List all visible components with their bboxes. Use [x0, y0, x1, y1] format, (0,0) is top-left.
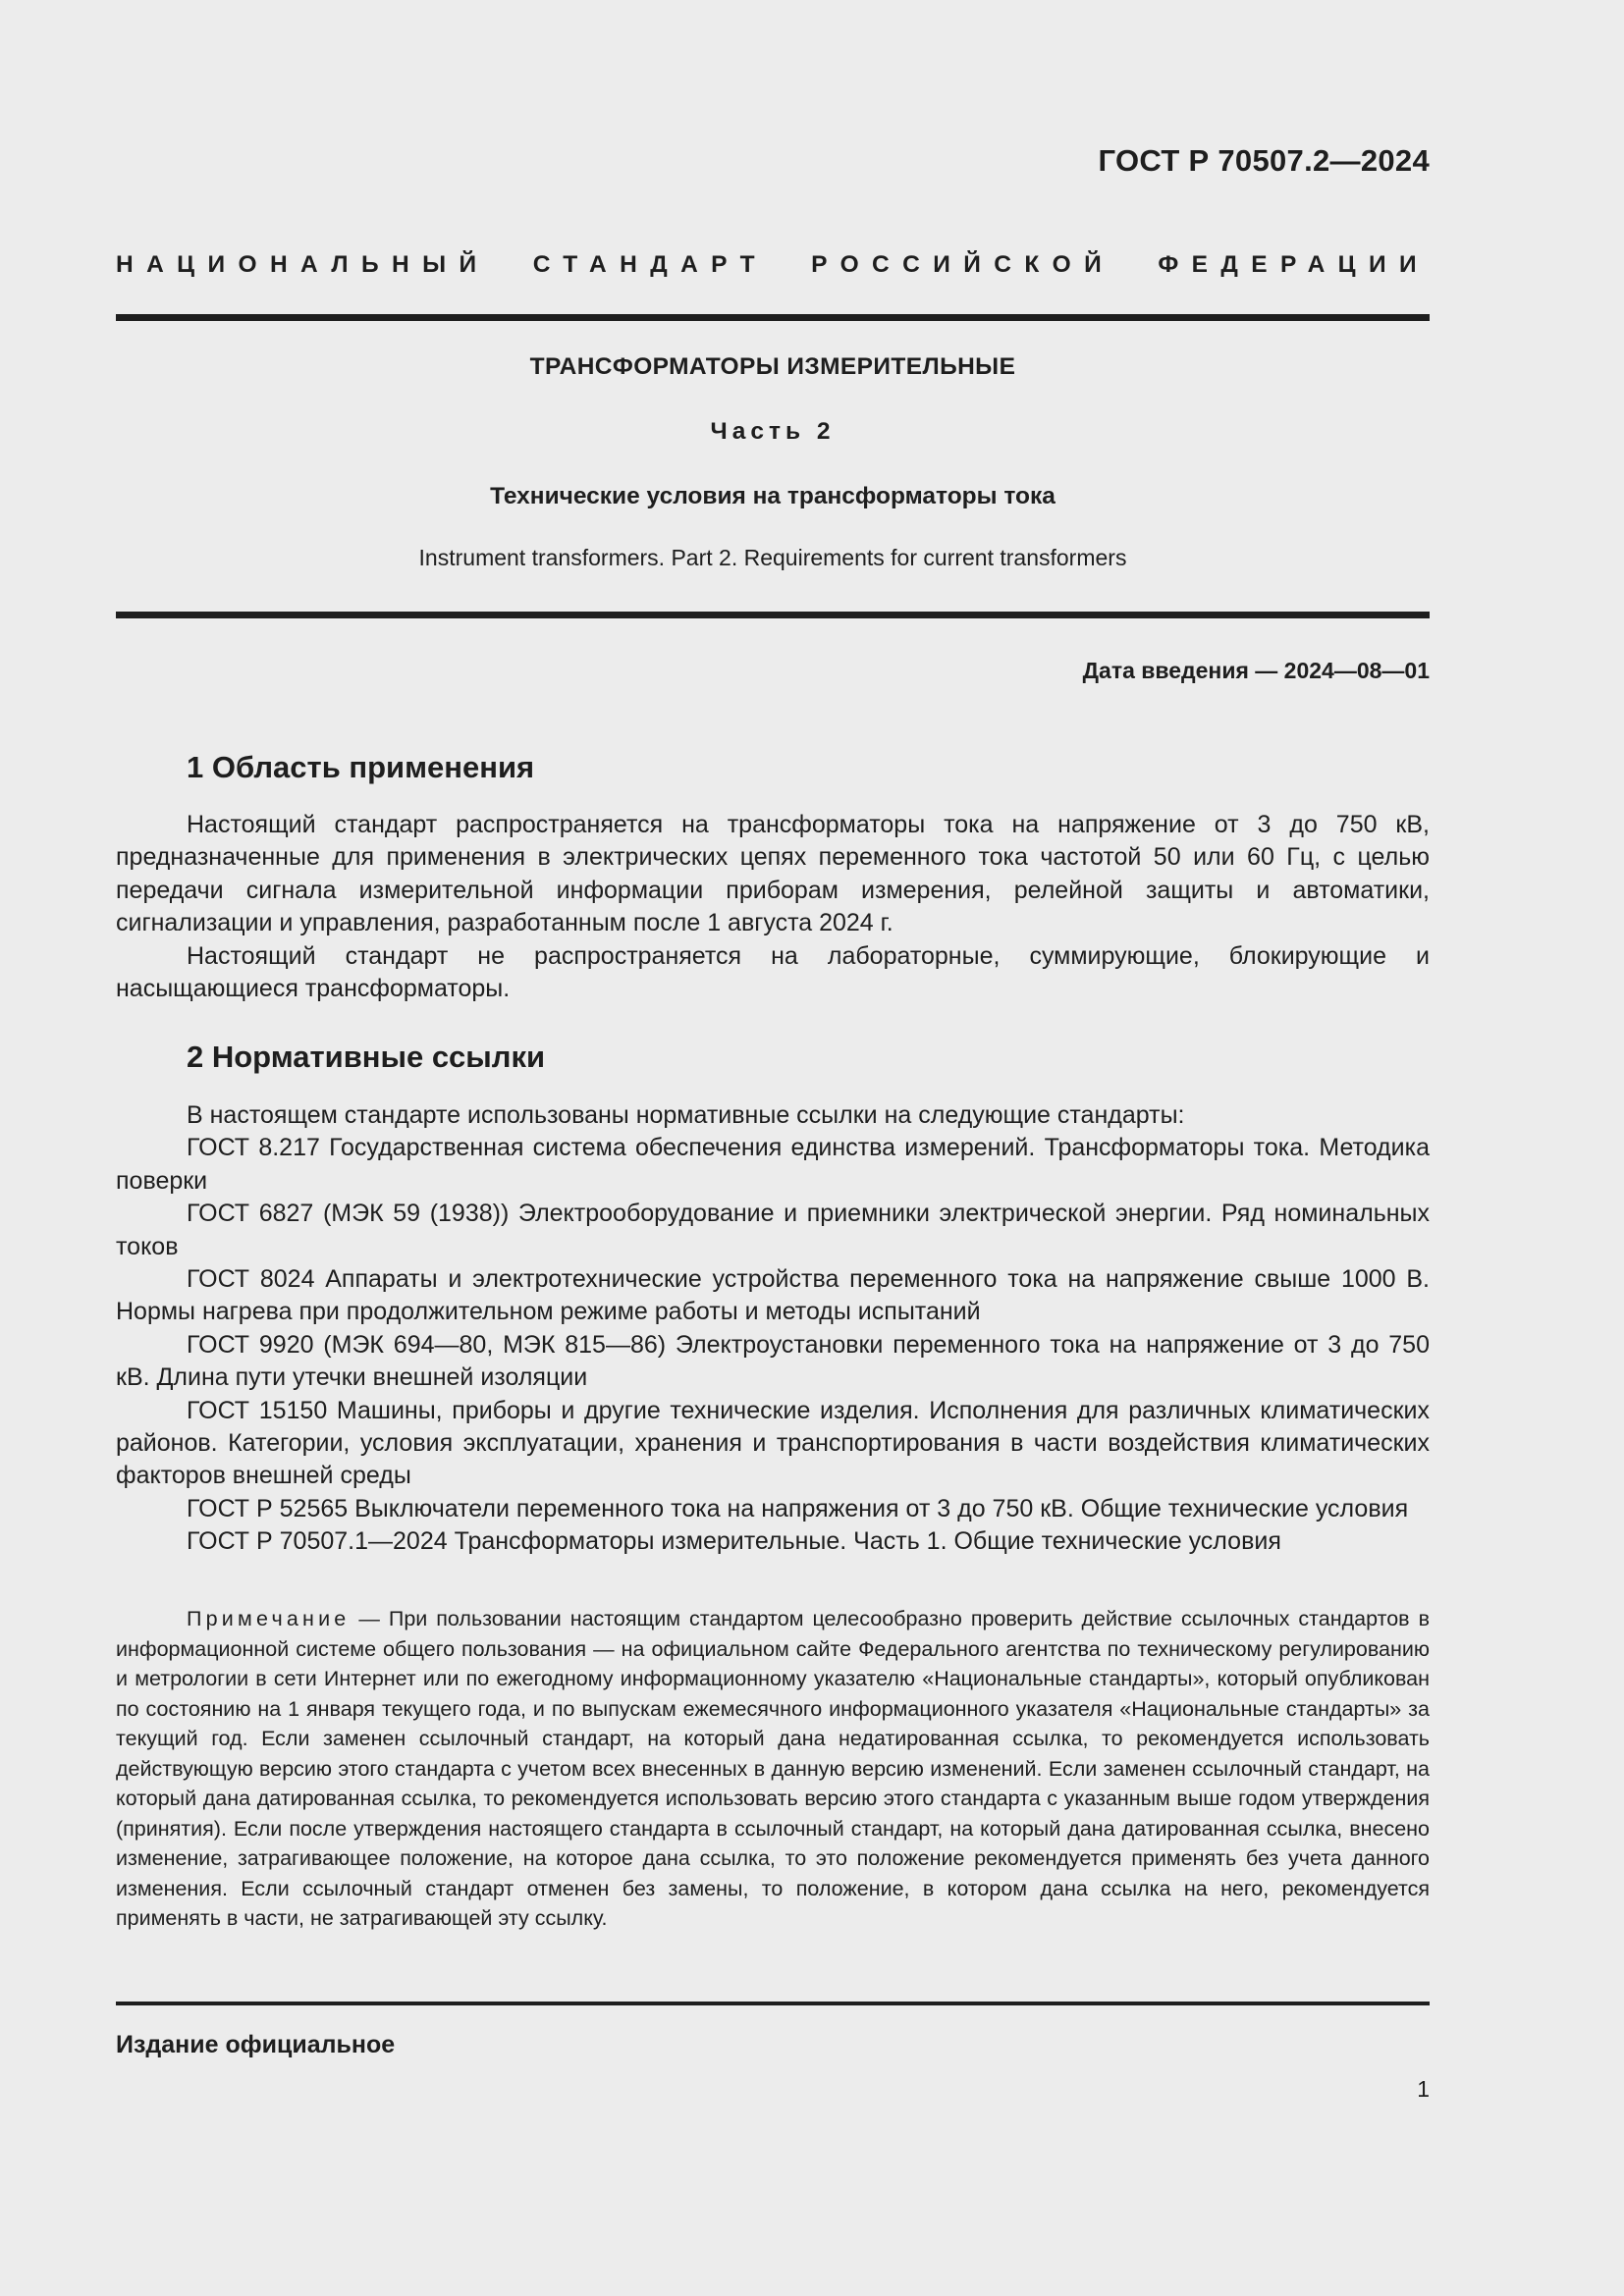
note-text: — При пользовании настоящим стандартом целесообразно проверить действие ссылочных стандартов в информационной системе общего пользования — на официальном сайте Федерального агентства по техническому регулированию и метрологии в сети Интернет или по ежегодному информационному указателю «Национальные стандарты», который опубликован по состоянию на 1 января текущего года, и по выпускам ежемесячного информационного указателя «Национальные стандарты» за текущий год. Если заменен ссылочный стандарт, на который дана недатированная ссылка, то рекомендуется использовать действующую версию этого стандарта с учетом всех внесенных в данную версию изменений. Если заменен ссылочный стандарт, на который дана датированная ссылка, то рекомендуется использовать версию этого стандарта с указанным выше годом утверждения (принятия). Если после утверждения настоящего стандарта в ссылочный стандарт, на который дана датированная ссылка, внесено изменение, затрагивающее положение, на которое дана ссылка, то это положение рекомендуется применять без учета данного изменения. Если ссылочный стандарт отменен без замены, то положение, в котором дана ссылка на него, рекомендуется применять в части, не затрагивающей эту ссылку. — [116, 1607, 1430, 1930]
official-edition-label: Издание официальное — [116, 2031, 396, 2058]
section-1-heading: 1 Область применения — [187, 750, 535, 784]
section-2-body — [116, 1099, 1430, 1559]
footer-rule — [116, 2002, 1430, 2005]
section-1-paragraph: Настоящий стандарт распространяется на трансформаторы тока на напряжение от 3 до 750 кВ, предназначенные для применения в электрических цепях переменного тока частотой 50 или 60 Гц, с целью передачи сигнала измерительной информации приборам измерения, релейной защиты и автоматики, сигнализации и управления, разработанным после 1 августа 2024 г. — [116, 811, 1430, 937]
section-1-paragraph: Настоящий стандарт не распространяется на лабораторные, суммирующие, блокирующие и насыщающиеся трансформаторы. — [116, 941, 1430, 1003]
document-part: Часть 2 — [710, 418, 836, 445]
top-rule — [116, 314, 1430, 321]
page-number: 1 — [1417, 2076, 1430, 2102]
introduction-date: Дата введения — 2024—08—01 — [1082, 658, 1430, 683]
reference-item: ГОСТ 6827 (МЭК 59 (1938)) Электрооборудование и приемники электрической энергии. Ряд номинальных токов — [116, 1200, 1430, 1260]
section-2-heading: 2 Нормативные ссылки — [187, 1040, 546, 1074]
national-standard-banner: НАЦИОНАЛЬНЫЙ СТАНДАРТ РОССИЙСКОЙ ФЕДЕРАЦИИ — [116, 251, 1430, 278]
reference-item: ГОСТ 8024 Аппараты и электротехнические устройства переменного тока на напряжение свыше 1000 В. Нормы нагрева при продолжительном режиме работы и методы испытаний — [116, 1265, 1430, 1326]
section-1-body — [116, 809, 1430, 1005]
note-paragraph — [116, 1604, 1430, 1934]
english-title: Instrument transformers. Part 2. Requirements for current transformers — [418, 545, 1127, 570]
references-intro: В настоящем стандарте использованы нормативные ссылки на следующие стандарты: — [187, 1101, 1185, 1129]
document-page — [116, 0, 1430, 2296]
document-code: ГОСТ Р 70507.2—2024 — [1098, 143, 1430, 178]
reference-item: ГОСТ 8.217 Государственная система обеспечения единства измерений. Трансформаторы тока. Методика поверки — [116, 1134, 1430, 1195]
references-note — [116, 1604, 1430, 1934]
reference-item: ГОСТ 9920 (МЭК 694—80, МЭК 815—86) Электроустановки переменного тока на напряжение от 3 до 750 кВ. Длина пути утечки внешней изоляции — [116, 1330, 1430, 1392]
reference-item: ГОСТ Р 52565 Выключатели переменного тока на напряжения от 3 до 750 кВ. Общие технические условия — [187, 1494, 1409, 1522]
note-label: Примечание — [187, 1607, 351, 1630]
reference-item: ГОСТ Р 70507.1—2024 Трансформаторы измерительные. Часть 1. Общие технические условия — [187, 1527, 1281, 1556]
reference-item: ГОСТ 15150 Машины, приборы и другие технические изделия. Исполнения для различных климатических районов. Категории, условия эксплуатации, хранения и транспортирования в части воздействия климатических факторов внешней среды — [116, 1396, 1430, 1490]
document-subtitle: Технические условия на трансформаторы тока — [490, 483, 1056, 509]
title-bottom-rule — [116, 612, 1430, 618]
document-title: ТРАНСФОРМАТОРЫ ИЗМЕРИТЕЛЬНЫЕ — [529, 353, 1016, 380]
